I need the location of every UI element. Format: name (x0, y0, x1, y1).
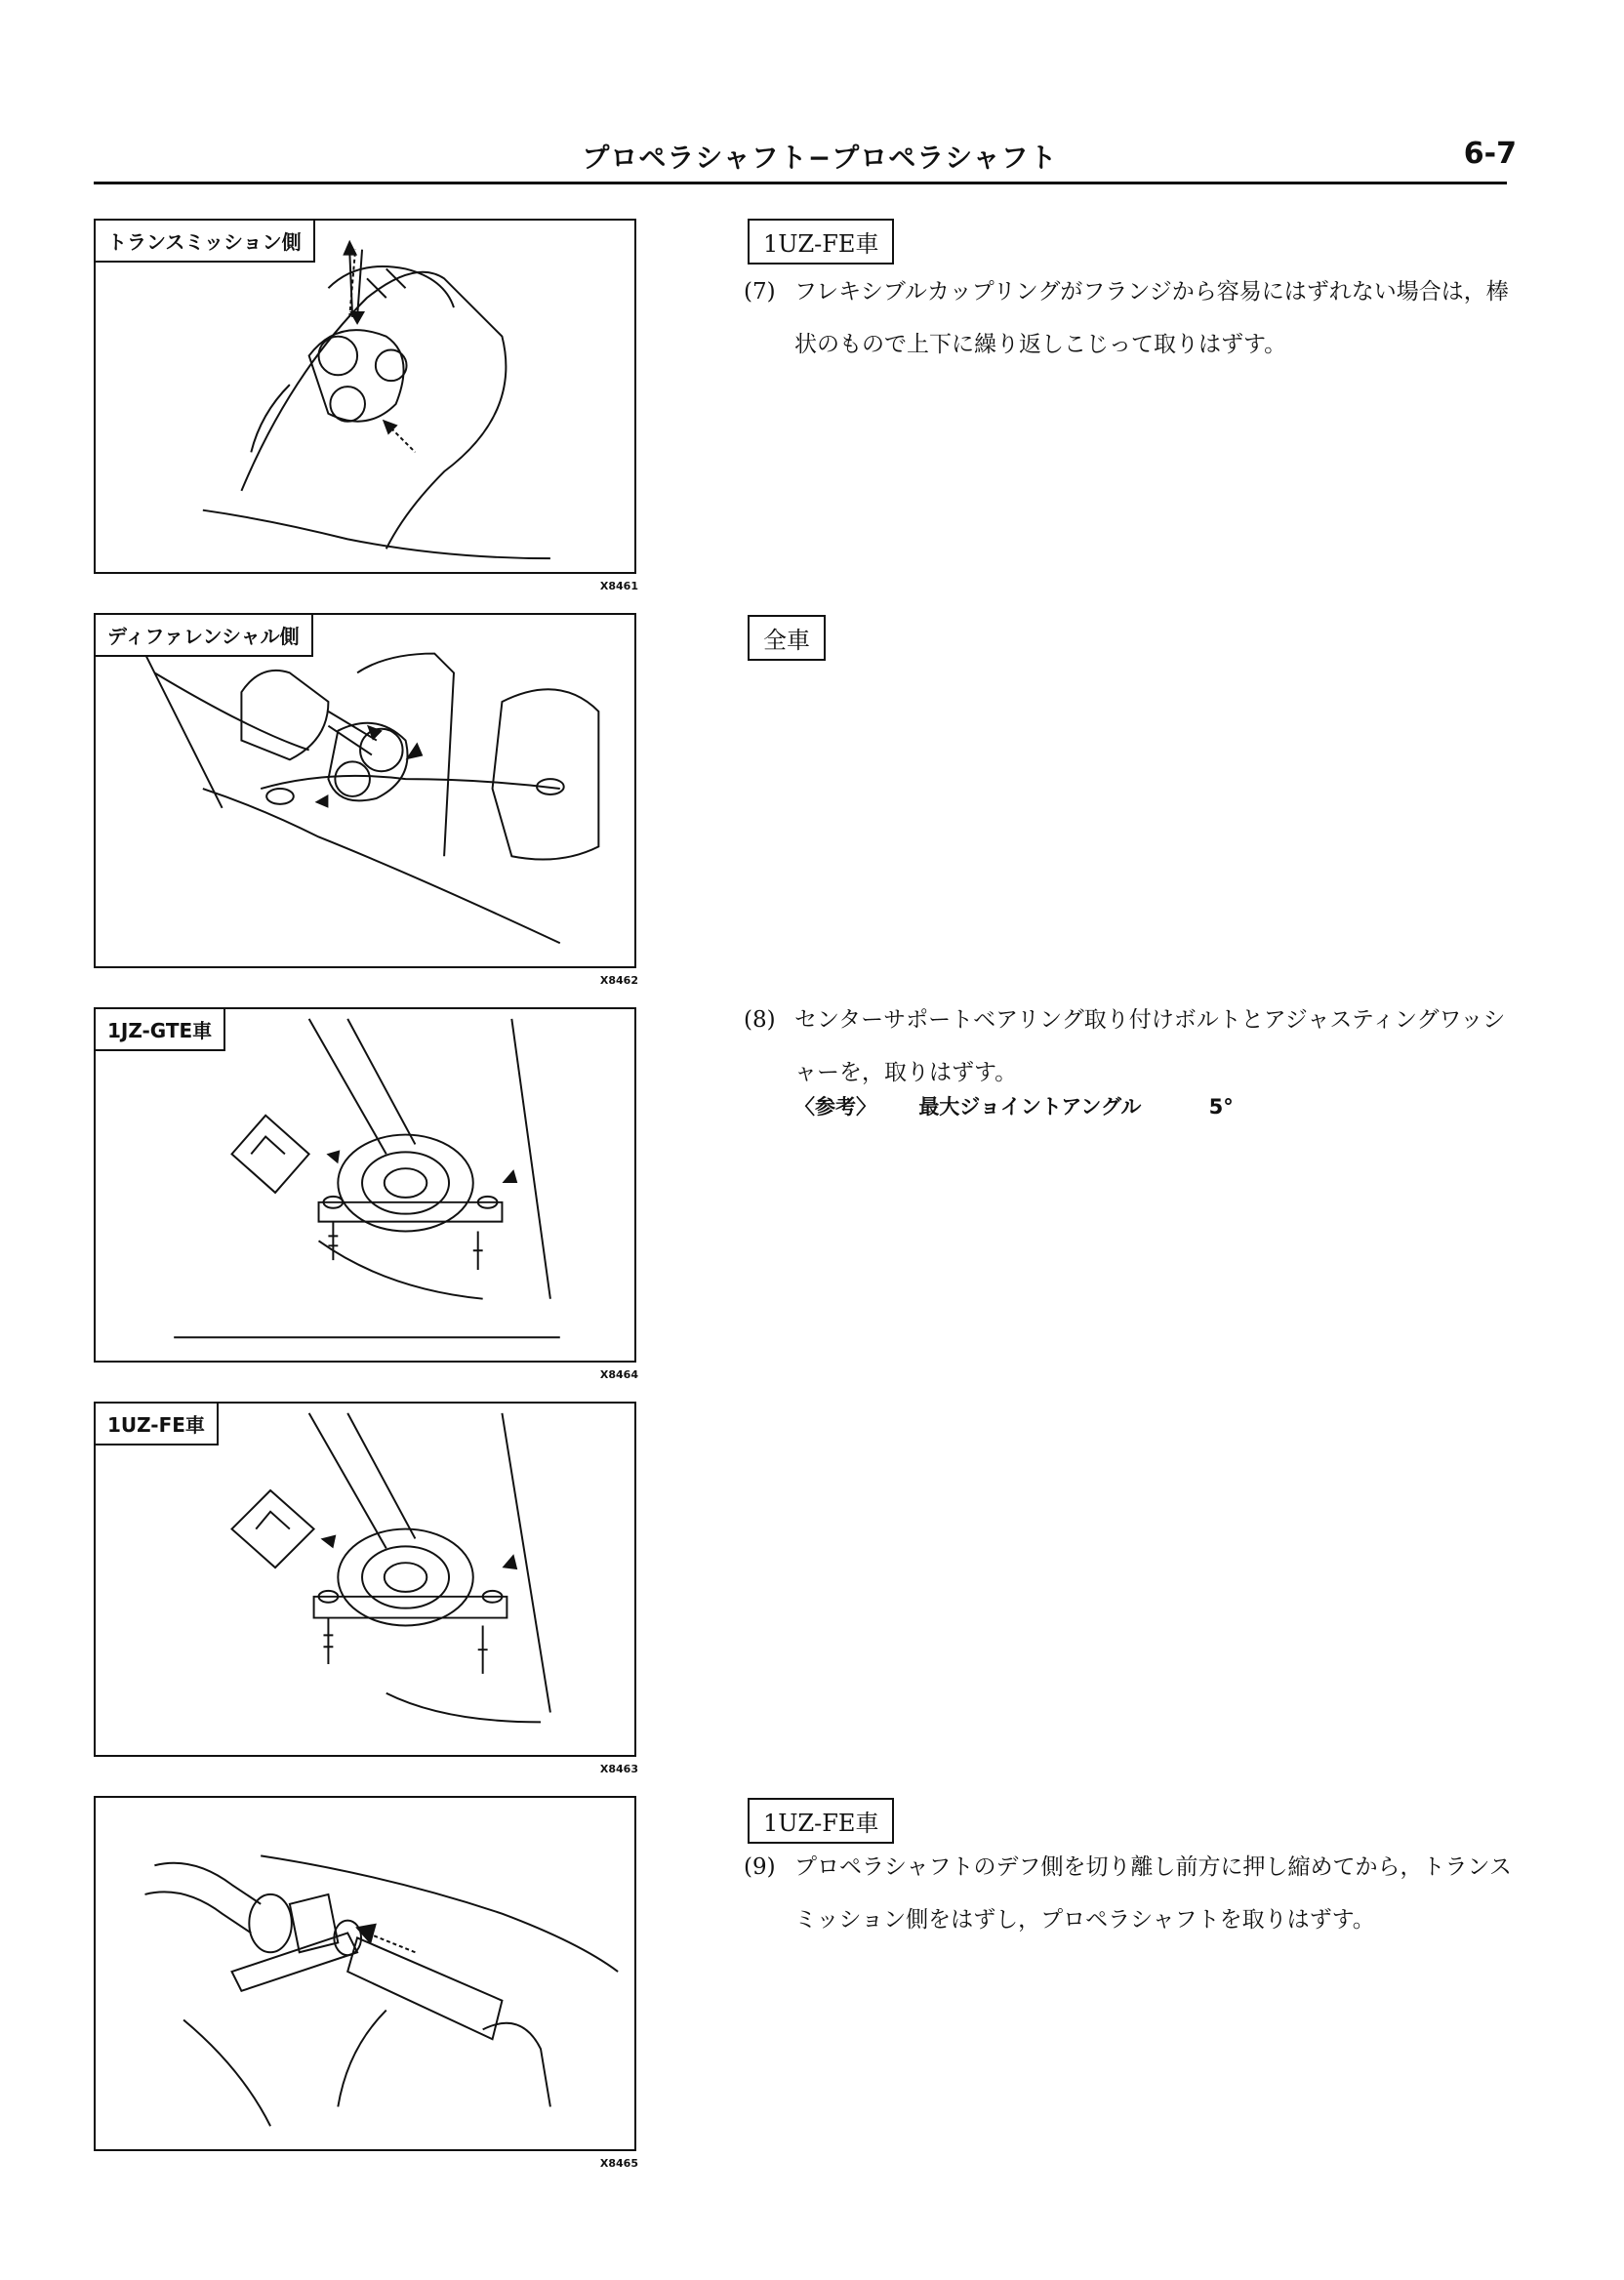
header-rule (94, 182, 1507, 184)
vehicle-tag-all: 全車 (748, 615, 826, 661)
step-text: プロペラシャフトのデフ側を切り離し前方に押し縮めてから，トランスミッション側をはずし，プロペラシャフトを取りはずす。 (794, 1854, 1512, 1933)
page-title: プロペラシャフト−プロペラシャフト (582, 142, 1058, 174)
illustration-center-support-bearing-1jz (96, 1009, 634, 1361)
illustration-propeller-shaft-removal (96, 1798, 634, 2149)
step-8 (744, 994, 1515, 1099)
figure-code: X8464 (599, 1368, 638, 1381)
illustration-center-support-bearing-1uz (96, 1404, 634, 1755)
vehicle-tag-1uz-fe: 1UZ-FE車 (748, 1798, 894, 1844)
step-text: フレキシブルカップリングがフランジから容易にはずれない場合は，棒状のもので上下に繰り返しこじって取りはずす。 (794, 279, 1509, 357)
figure-label: 1JZ-GTE車 (96, 1009, 225, 1051)
vehicle-tag-1uz-fe: 1UZ-FE車 (748, 219, 894, 265)
illustration-flexible-coupling-differential (96, 615, 634, 966)
figure-center-bearing-1uz-fe (94, 1402, 636, 1757)
figure-code: X8463 (599, 1763, 638, 1775)
figure-code: X8461 (599, 580, 638, 592)
step-number: (8) (744, 1007, 776, 1033)
figure-transmission-side (94, 219, 636, 574)
note-value: 5° (1208, 1095, 1234, 1119)
step-text: センターサポートベアリング取り付けボルトとアジャスティングワッシャーを，取りはずす。 (794, 1007, 1506, 1085)
step-9 (744, 1841, 1515, 1946)
page-number: 6-7 (1463, 137, 1517, 171)
figure-label: トランスミッション側 (96, 221, 315, 263)
figure-center-bearing-1jz-gte (94, 1007, 636, 1363)
figure-code: X8462 (599, 974, 638, 987)
step-7 (744, 265, 1515, 371)
note-text: 最大ジョイントアングル (918, 1095, 1142, 1119)
figure-label: 1UZ-FE車 (96, 1404, 219, 1445)
figure-label: ディファレンシャル側 (96, 615, 313, 657)
figure-code: X8465 (599, 2157, 638, 2170)
illustration-flexible-coupling-transmission (96, 221, 634, 572)
note-label: 〈参考〉 (794, 1095, 876, 1119)
figure-differential-side (94, 613, 636, 968)
step-number: (7) (744, 279, 776, 305)
step-number: (9) (744, 1854, 776, 1880)
reference-note (794, 1091, 1234, 1120)
figure-propeller-shaft-removal (94, 1796, 636, 2151)
